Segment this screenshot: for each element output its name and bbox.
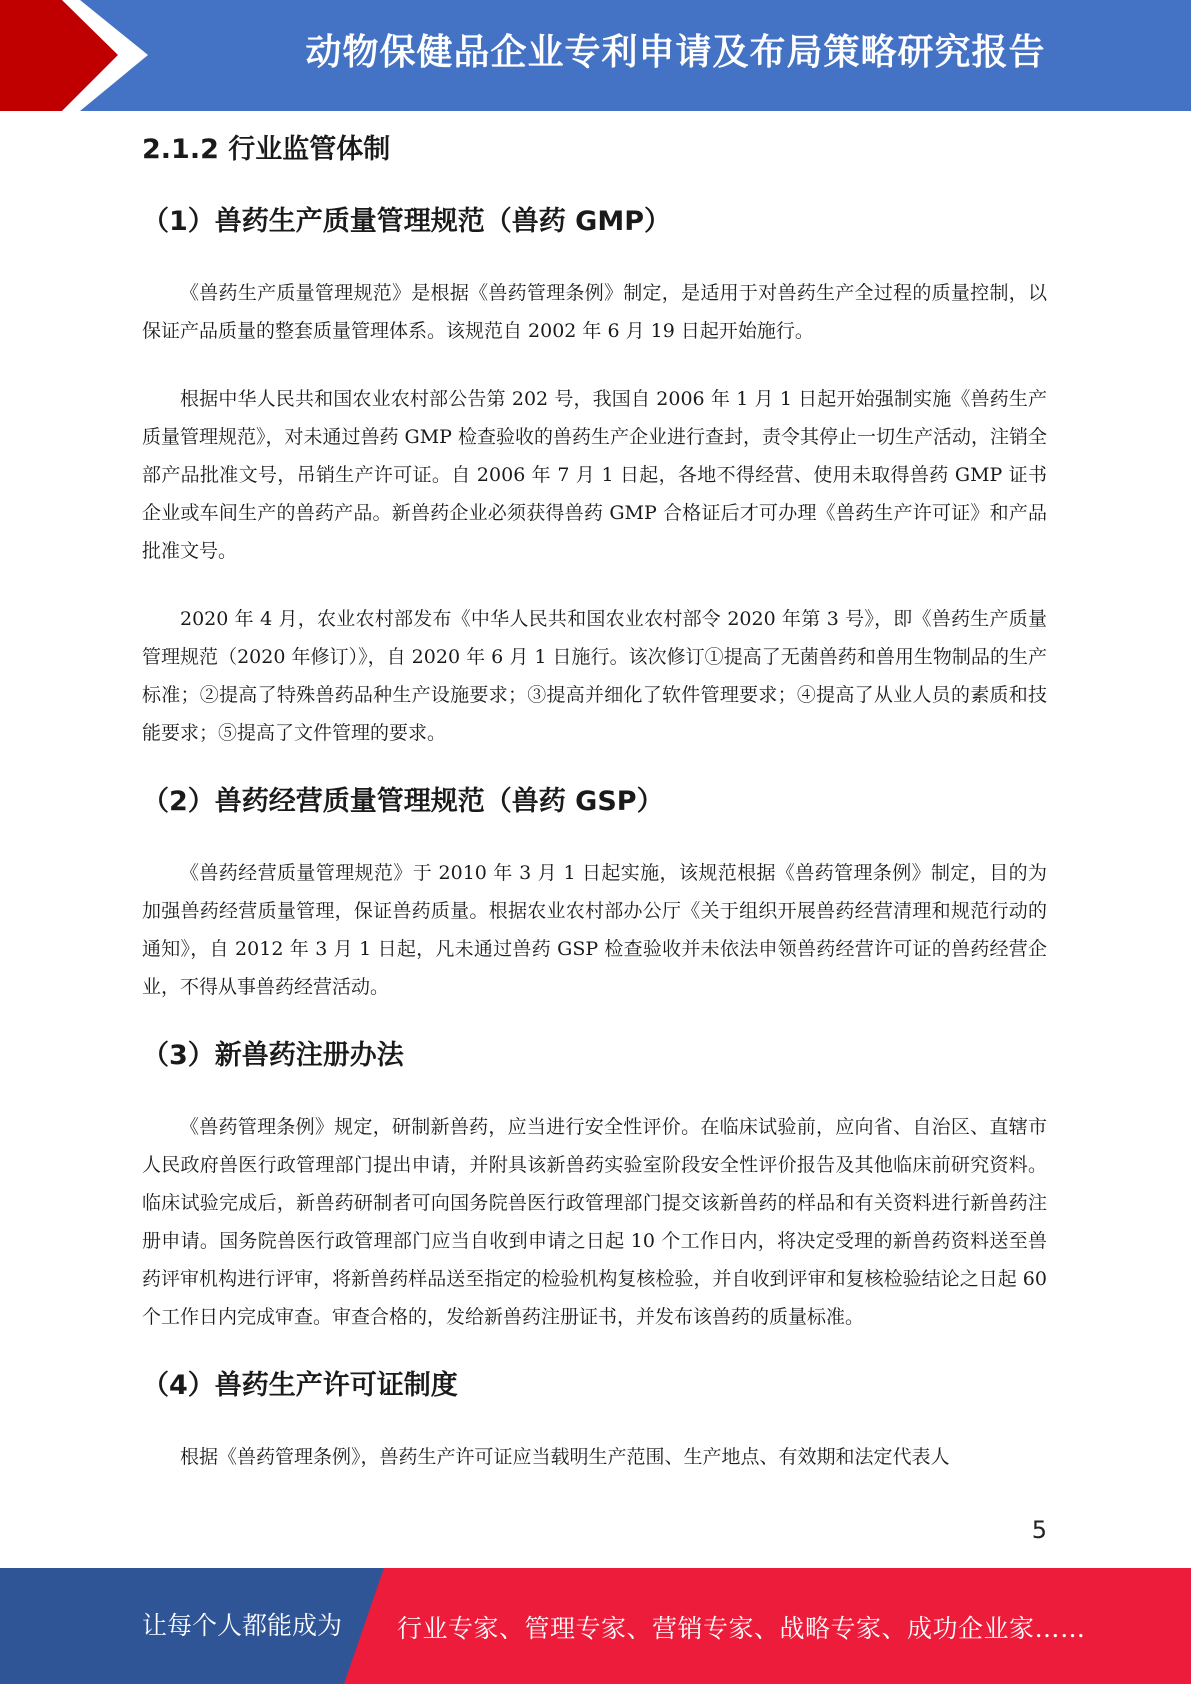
- header-banner: [0, 0, 1191, 111]
- page-content: [142, 124, 1047, 1476]
- subsection-heading-license: （4）兽药生产许可证制度: [142, 1370, 458, 1401]
- subsection-heading-registration: （3）新兽药注册办法: [142, 1040, 404, 1071]
- paragraph: 2020 年 4 月，农业农村部发布《中华人民共和国农业农村部令 2020 年第 3 号》，即《兽药生产质量管理规范（2020 年修订）》，自 2020 年 6 月 1 日施行。该次修订①提高了无菌兽药和兽用生物制品的生产标准；②提高了特殊兽药品种生产设施要求；③提高并细化了软件管理要求；④提高了从业人员的素质和技能要求；⑤提高了文件管理的要求。: [142, 608, 1047, 744]
- footer-slogan-right: 行业专家、管理专家、营销专家、战略专家、成功企业家……: [397, 1614, 1086, 1643]
- page-number: 5: [1031, 1516, 1047, 1544]
- subsection-heading-gmp: （1）兽药生产质量管理规范（兽药 GMP）: [142, 206, 672, 237]
- footer-slogan-left: 让每个人都能成为: [142, 1611, 343, 1640]
- paragraph: 《兽药生产质量管理规范》是根据《兽药管理条例》制定，是适用于对兽药生产全过程的质量控制，以保证产品质量的整套质量管理体系。该规范自 2002 年 6 月 19 日起开始施行。: [142, 282, 1047, 342]
- section-heading: 2.1.2 行业监管体制: [142, 134, 391, 165]
- paragraph: 根据《兽药管理条例》，兽药生产许可证应当载明生产范围、生产地点、有效期和法定代表人: [180, 1446, 950, 1468]
- paragraph: 根据中华人民共和国农业农村部公告第 202 号，我国自 2006 年 1 月 1 日起开始强制实施《兽药生产质量管理规范》，对未通过兽药 GMP 检查验收的兽药生产企业进行查封，责令其停止一切生产活动，注销全部产品批准文号，吊销生产许可证。自 2006 年 7 月 1 日起，各地不得经营、使用未取得兽药 GMP 证书企业或车间生产的兽药产品。新兽药企业必须获得兽药 GMP 合格证后才可办理《兽药生产许可证》和产品批准文号。: [142, 388, 1047, 562]
- subsection-heading-gsp: （2）兽药经营质量管理规范（兽药 GSP）: [142, 786, 664, 817]
- paragraph: 《兽药经营质量管理规范》于 2010 年 3 月 1 日起实施，该规范根据《兽药管理条例》制定，目的为加强兽药经营质量管理，保证兽药质量。根据农业农村部办公厅《关于组织开展兽药经营清理和规范行动的通知》，自 2012 年 3 月 1 日起，凡未通过兽药 GSP 检查验收并未依法申领兽药经营许可证的兽药经营企业，不得从事兽药经营活动。: [142, 862, 1047, 998]
- report-title: 动物保健品企业专利申请及布局策略研究报告: [305, 32, 1046, 73]
- paragraph: 《兽药管理条例》规定，研制新兽药，应当进行安全性评价。在临床试验前，应向省、自治区、直辖市人民政府兽医行政管理部门提出申请，并附具该新兽药实验室阶段安全性评价报告及其他临床前研究资料。临床试验完成后，新兽药研制者可向国务院兽医行政管理部门提交该新兽药的样品和有关资料进行新兽药注册申请。国务院兽医行政管理部门应当自收到申请之日起 10 个工作日内，将决定受理的新兽药资料送至兽药评审机构进行评审，将新兽药样品送至指定的检验机构复核检验，并自收到评审和复核检验结论之日起 60 个工作日内完成审查。审查合格的，发给新兽药注册证书，并发布该兽药的质量标准。: [142, 1116, 1047, 1328]
- footer-banner: [0, 1568, 1191, 1684]
